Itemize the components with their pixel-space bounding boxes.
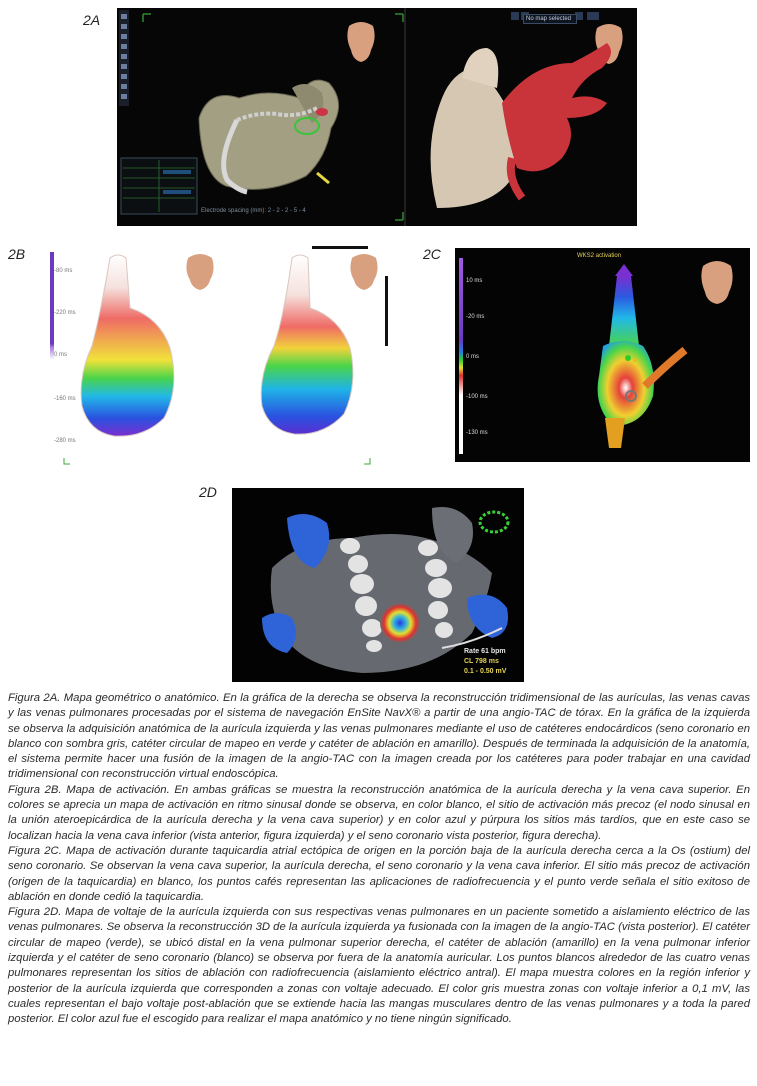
caption-2c-label: Figura 2C. <box>8 844 62 857</box>
scale-c-tick-5: -130 ms <box>466 430 488 436</box>
panel-label-2a: 2A <box>83 12 101 28</box>
caption-2a-text: Mapa geométrico o anatómico. En la gráfica de la derecha se observa la reconstrucción tridimensional de las aurículas, las venas cavas y las venas pulmonares procesadas por el sistema de navegación EnSite NavX® a partir de una angio-TAC de tórax. En la gráfica de la izquierda se observa la adquisición anatómica de la aurícula izquierda y las venas pulmonares mediante el uso de catéteres endocárdicos (seno coronario en blanco con sombra gris, catéter circular de mapeo en verde y catéter de ablación en amarillo). Después de terminada la adquisición de la anatomía, el sistema permite hacer una fusión de la imagen de la angio-TAC con la imagen creada por los catéteres para poder trabajar en una cavidad tridimensional con reconstrucción virtual endoscópica. <box>8 692 750 781</box>
panel-label-2d: 2D <box>199 484 217 500</box>
caption-2b-text: Mapa de activación. En ambas gráficas se muestra la reconstrucción anatómica de la aurícula derecha y la vena cava superior. En colores se aprecia un mapa de activación en ritmo sinusal donde se observa, en color blanco, el sitio de activación más precoz (el nodo sinusal en la unión ateroepicárdica de la aurícula derecha y la vena cava superior) y en color azul y púrpura los sitios más tardíos, que en este caso se localizan hacia la vena cava inferior (vista anterior, figura izquierda) y el seno coronario vista posterior, figura derecha). <box>8 783 750 842</box>
scale-tick-5: -280 ms <box>54 438 76 444</box>
figure-2a-panel <box>117 8 637 226</box>
cycle-length-readout: CL 798 ms <box>464 658 499 665</box>
scale-c-tick-1: 10 ms <box>466 278 483 284</box>
scale-tick-2: -220 ms <box>54 310 76 316</box>
panel-label-2c: 2C <box>423 246 441 262</box>
caption-2d-text: Mapa de voltaje de la aurícula izquierda con sus respectivas venas pulmonares en un paciente sometido a aislamiento eléctrico de las venas pulmonares. Se observa la reconstrucción 3D de la aurícula izquierda ya fusionada con la imagen de la angio-TAC (vista posterior). El catéter circular de mapeo (verde), se ubicó distal en la vena pulmonar superior derecha, el catéter de ablación (amarillo) en la vena pulmonar inferior izquierda y el catéter de seno coronario (blanco) se observa por fuera de la anatomía auricular. Los puntos blancos alrededor de las cuatro venas pulmonares representan los sitios de ablación con radiofrecuencia (aislamiento eléctrico antral). El mapa muestra colores en la región inferior y posterior de la aurícula izquierda que corresponden a zonas con voltaje adecuado. El color gris muestra zonas con voltaje inferior a 0,1 mV, las cuales representan el bajo voltaje post-ablación que se extiende hacia las mangas musculares dentro de las venas pulmonares y a toda la pared posterior. El color azul fue el escogido para realizar el mapa anatómico y no tiene ningún significado. <box>8 906 750 1026</box>
figure-caption <box>8 691 750 1028</box>
map-dropdown: No map selected <box>523 14 577 24</box>
caption-2b-label: Figura 2B. <box>8 783 62 796</box>
figure-2c-image <box>455 248 750 462</box>
figure-2b-panel <box>40 246 400 466</box>
scale-c-tick-4: -100 ms <box>466 394 488 400</box>
figure-2c-panel <box>455 248 750 462</box>
caption-2d <box>8 905 750 1027</box>
scale-c-tick-2: -20 ms <box>466 314 485 320</box>
figure-2d-panel <box>232 488 524 682</box>
scale-c-tick-3: 0 ms <box>466 354 480 360</box>
voltage-readout: 0.1 - 0.50 mV <box>464 668 507 675</box>
caption-2d-label: Figura 2D. <box>8 906 62 919</box>
panel-label-2b: 2B <box>8 246 26 262</box>
figure-2a-image <box>117 8 637 226</box>
rate-readout: Rate 61 bpm <box>464 648 506 655</box>
caption-2b <box>8 783 750 844</box>
caption-2c-text: Mapa de activación durante taquicardia atrial ectópica de origen en la porción baja de la aurícula derecha cerca a la Os (ostium) del seno coronario. Se observan la vena cava superior, la aurícula derecha, el seno coronario y la vena cava inferior. El sitio más precoz de activación (origen de la taquicardia) en blanco, los puntos cafés representan las aplicaciones de radiofrecuencia y el punto verde señala el sitio exitoso de ablación en donde cedió la taquicardia. <box>8 844 750 903</box>
caption-2c <box>8 844 750 905</box>
scale-tick-4: -160 ms <box>54 396 76 402</box>
scale-tick-3: 0 ms <box>54 352 68 358</box>
electrode-spacing-text: Electrode spacing (mm): 2 - 2 - 2 - 5 - 4 <box>201 208 306 214</box>
scale-tick-1: -80 ms <box>54 268 73 274</box>
figure-2b-image <box>40 246 400 466</box>
caption-2a-label: Figura 2A. <box>8 692 61 704</box>
panel-2c-title: WKS2 activation <box>577 253 622 259</box>
caption-2a <box>8 691 750 783</box>
